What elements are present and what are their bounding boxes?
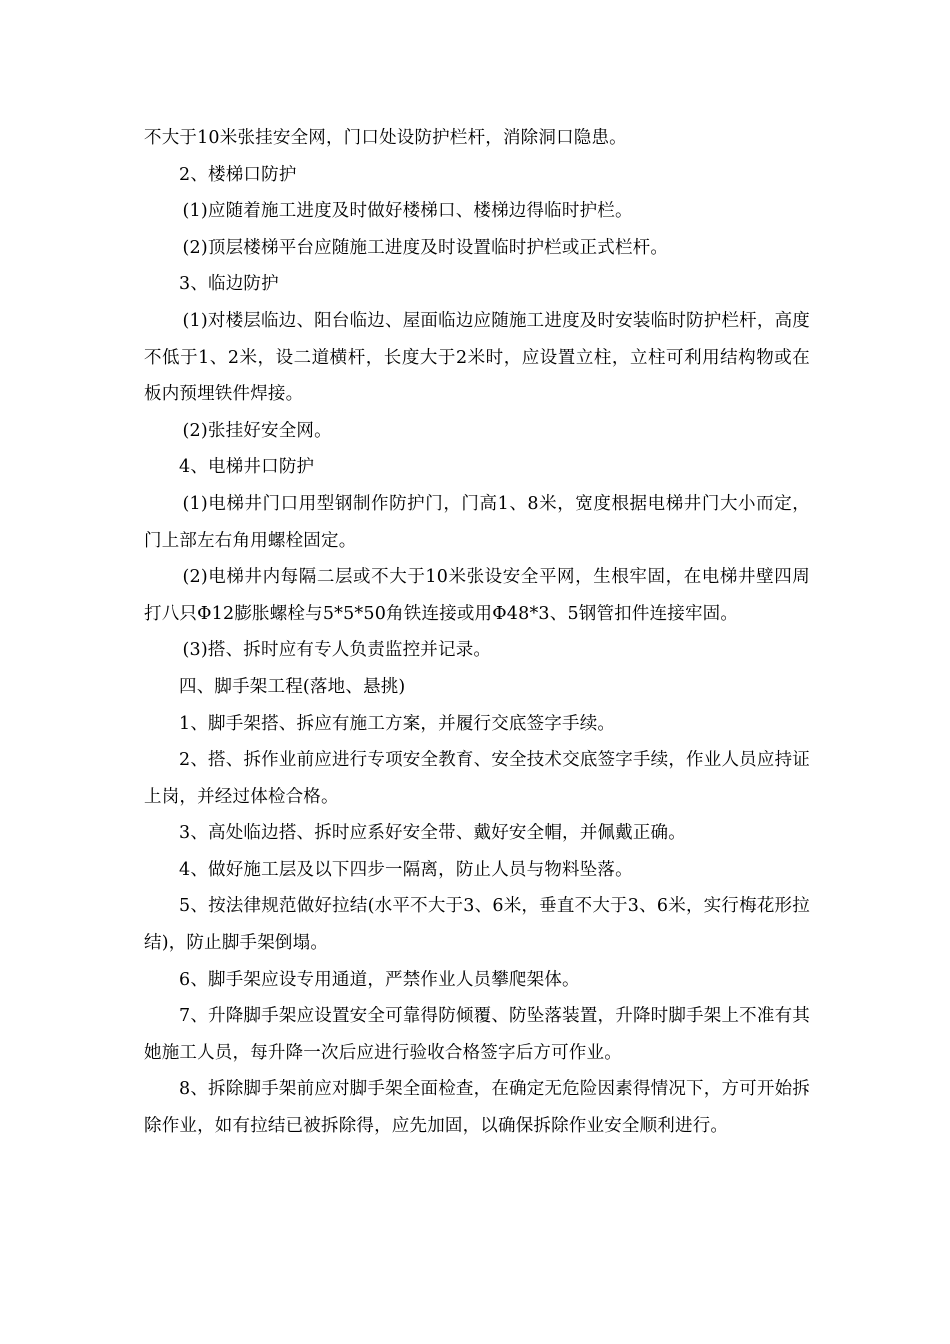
paragraph-18: 6、脚手架应设专用通道，严禁作业人员攀爬架体。 [179, 969, 580, 990]
paragraph-20: 8、拆除脚手架前应对脚手架全面检查，在确定无危险因素得情况下，方可开始拆除作业，如有拉结已被拆除得，应先加固，以确保拆除作业安全顺利进行。 [144, 1079, 810, 1137]
paragraph-6: (1)对楼层临边、阳台临边、屋面临边应随施工进度及时安装临时防护栏杆，高度不低于1、2米，设二道横杆，长度大于2米时，应设置立柱，立柱可利用结构物或在板内预埋铁件焊接。 [144, 310, 810, 405]
paragraph-3: (1)应随着施工进度及时做好楼梯口、楼梯边得临时护栏。 [182, 201, 633, 222]
paragraph-8: 4、电梯井口防护 [179, 457, 315, 478]
paragraph-15: 3、高处临边搭、拆时应系好安全带、戴好安全帽，并佩戴正确。 [179, 823, 686, 844]
paragraph-14: 2、搭、拆作业前应进行专项安全教育、安全技术交底签字手续，作业人员应持证上岗，并经过体检合格。 [144, 750, 810, 807]
paragraph-7: (2)张挂好安全网。 [182, 420, 332, 441]
paragraph-10: (2)电梯井内每隔二层或不大于10米张设安全平网，生根牢固，在电梯井壁四周打八只Φ12膨胀螺栓与5*5*50角铁连接或用Φ48*3、5钢管扣件连接牢固。 [144, 567, 810, 624]
paragraph-4: (2)顶层楼梯平台应随施工进度及时设置临时护栏或正式栏杆。 [182, 237, 669, 258]
paragraph-11: (3)搭、拆时应有专人负责监控并记录。 [182, 640, 492, 661]
paragraph-2: 2、楼梯口防护 [179, 164, 297, 185]
paragraph-19: 7、升降脚手架应设置安全可靠得防倾覆、防坠落装置，升降时脚手架上不准有其她施工人员，每升降一次后应进行验收合格签字后方可作业。 [144, 1006, 810, 1063]
paragraph-1: 不大于10米张挂安全网，门口处设防护栏杆，消除洞口隐患。 [144, 128, 627, 148]
paragraph-9: (1)电梯井门口用型钢制作防护门，门高1、8米，宽度根据电梯井门大小而定，门上部左右角用螺栓固定。 [144, 493, 810, 551]
paragraph-5: 3、临边防护 [179, 274, 279, 295]
paragraph-13: 1、脚手架搭、拆应有施工方案，并履行交底签字手续。 [179, 713, 616, 734]
paragraph-12: 四、脚手架工程(落地、悬挑) [179, 676, 406, 697]
paragraph-17: 5、按法律规范做好拉结(水平不大于3、6米，垂直不大于3、6米，实行梅花形拉结)，防止脚手架倒塌。 [144, 896, 810, 954]
paragraph-16: 4、做好施工层及以下四步一隔离，防止人员与物料坠落。 [179, 859, 633, 880]
document-body [144, 120, 810, 1145]
